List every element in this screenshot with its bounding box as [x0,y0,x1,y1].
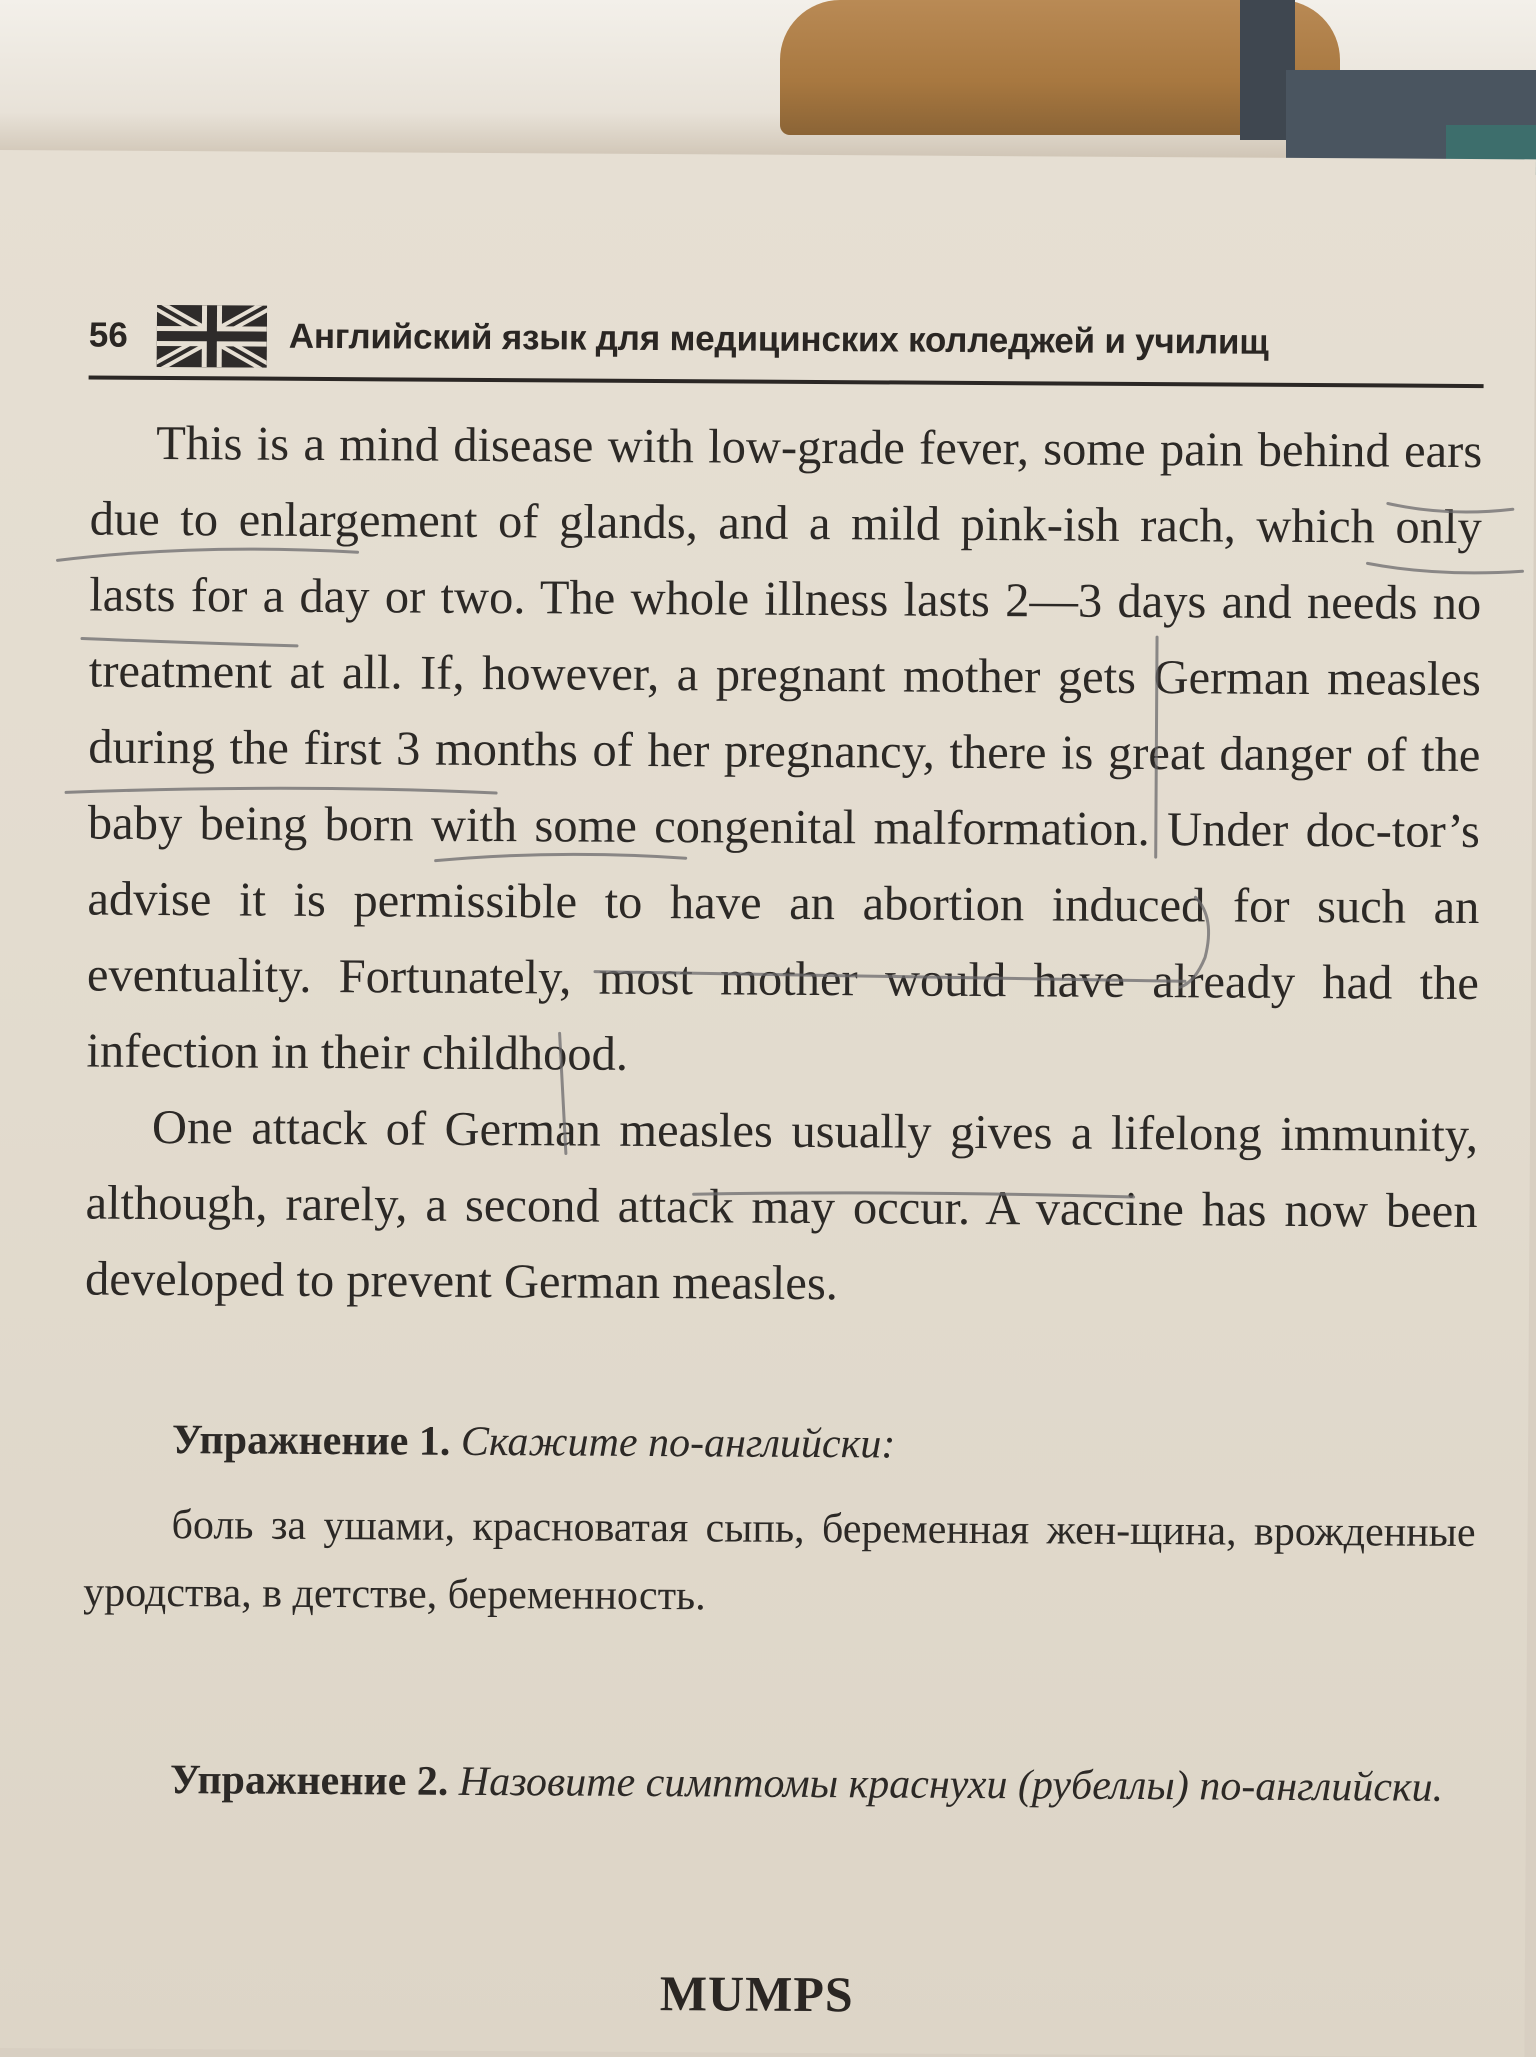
paragraph-2: One attack of German measles usually gives a lifelong immunity, although, rarely, a second attack may occur. A vaccine has now been developed to prevent German measles. [84,1100,1479,1311]
page-number: 56 [88,315,128,355]
page-header [89,301,1484,380]
exercise-1-words [83,1491,1476,1636]
section-title-mumps: MUMPS [659,1965,854,2023]
exercise-1-heading [84,1406,1476,1483]
book-page [0,150,1536,2057]
exercise-2-title: Упражнение 2. [169,1757,449,1805]
running-title: Английский язык для медицинских колледжей и училищ [288,316,1269,362]
paragraph-1: This is a mind disease with low-grade fever, some pain behind ears due to enlargement of glands, and a mild pink-ish rach, which only lasts for a day or two. The whole illness lasts 2—3 days and needs no treatment at all. If, however, a pregnant mother gets German measles during the first 3 months of her pregnancy, there is great danger of the baby being born with some congenital malformation. Under doc-tor’s advise it is permissible to have an abortion induced for such an eventuality. Fortunately, most mother would have already had the infection in their childhood. [86,416,1483,1081]
exercise-1-title: Упражнение 1. [171,1417,451,1465]
exercise-2-instruction: Назовите симптомы краснухи (рубеллы) по-английски. [458,1758,1444,1811]
uk-flag-icon [157,305,267,368]
exercise-1-word-list: боль за ушами, красноватая сыпь, беременная жен-щина, врожденные уродства, в детстве, беременность. [83,1502,1476,1620]
exercise-2 [82,1746,1474,1823]
exercise-1-instruction: Скажите по-английски: [460,1418,896,1468]
body-text [85,406,1483,1326]
